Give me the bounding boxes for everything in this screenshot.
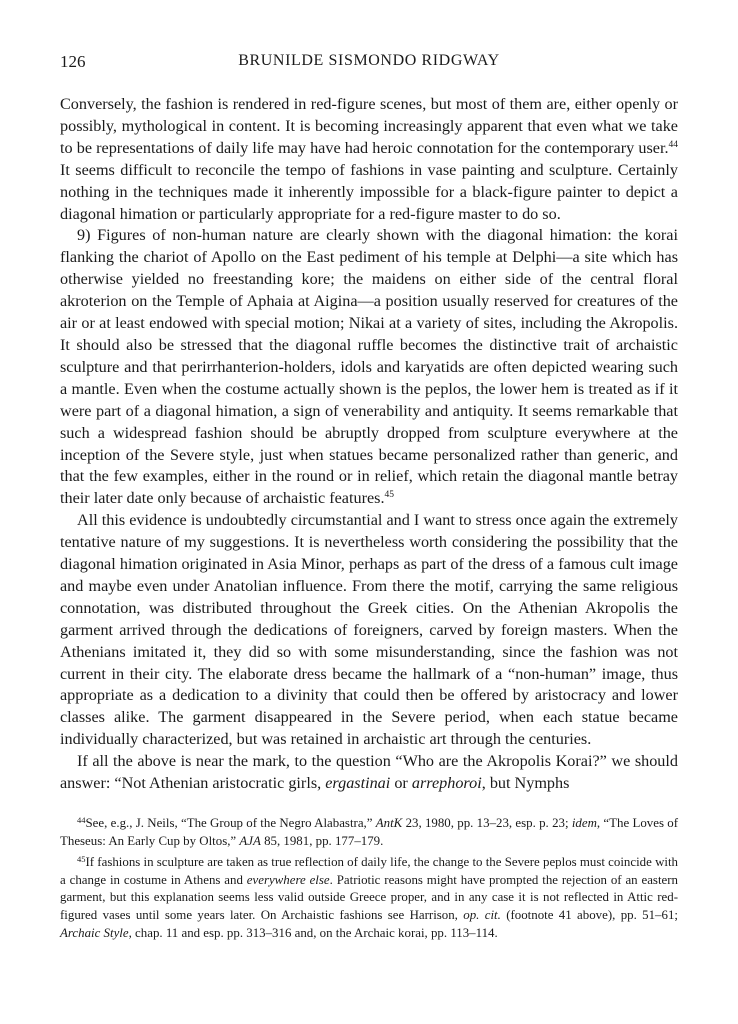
paragraph-1-text-a: Conversely, the fashion is rendered in red-figure scenes, but most of them are, either openly or possibly, mythological in content. It is becoming increasingly apparent that even what we take to be representations of daily life may have had heroic connotation for the contemporary user. [60,95,678,157]
paragraph-1 [60,94,678,225]
body-text [60,94,678,795]
footnote-45-text-a: If fashions in sculpture are taken as true reflection of daily life, the change to the Severe peplos must coincide with a change in costume in Athens and [60,855,678,887]
footnote-44-mark: 44 [77,815,86,825]
footnote-45-text-b: . Patriotic reasons might have prompted the rejection of an eastern garment, but this explanation seems less valid outside Greece proper, and in any case it is not reflected in Attic red-figured vases until some years later. On Archaistic fashions see Harrison, [60,872,678,922]
running-head: BRUNILDE SISMONDO RIDGWAY [238,52,500,69]
paragraph-4 [60,751,678,795]
footnote-45-everywhere-else: everywhere else [246,872,330,887]
page-header [60,52,678,76]
footnote-45 [60,854,678,942]
paragraph-4-text-a: If all the above is near the mark, to the question “Who are the Akropolis Korai?” we should answer: “Not Athenian aristocratic girls, [60,752,678,793]
footnote-45-mark: 45 [77,854,86,865]
paragraph-4-text-c: , but Nymphs [481,774,570,793]
footnote-44-text-a: See, e.g., J. Neils, “The Group of the Negro Alabastra,” [85,816,376,830]
footnote-ref-45[interactable]: 45 [384,490,394,501]
footnote-44-journal-aja: AJA [239,833,261,848]
book-page [60,52,678,946]
footnote-44-journal-antk: AntK [375,816,403,830]
paragraph-3-text: All this evidence is undoubtedly circumstantial and I want to stress once again the extremely tentative nature of my suggestions. It is nevertheless worth considering the possibility that the diagonal himation originated in Asia Minor, perhaps as part of the dress of a famous cult image and maybe even under Anatolian influence. From there the motif, carrying the same religious connotation, was distributed throughout the Greek cities. On the Athenian Akropolis the garment arrived through the dedications of foreigners, carved by foreign masters. When the Athenians imitated it, they did so with some misunderstanding, since the fashion was not current in their city. The elaborate dress became the hallmark of a “non-human” image, thus appropriate as a dedication to a divinity that could then be offered by aristocracy and lower classes alike. The garment disappeared in the Severe period, when each statue became individually characterized, but was retained in archaistic art through the centuries. [60,511,678,749]
paragraph-4-text-b: or [390,774,412,793]
footnote-44-text-d: 85, 1981, pp. 177–179. [260,833,384,848]
footnote-44-text-b: 23, 1980, pp. 13–23, esp. p. 23; [402,816,572,830]
footnote-44-idem: idem [571,816,597,830]
term-arrephoroi: arrephoroi [411,774,482,793]
paragraph-2 [60,225,678,510]
footnote-45-archaic-style: Archaic Style [60,925,129,940]
paragraph-3 [60,510,678,751]
footnote-45-op-cit: op. cit. [463,907,501,922]
footnote-44-text-c: , “The Loves of Theseus: An Early Cup by Oltos,” [60,816,679,848]
paragraph-2-text: 9) Figures of non-human nature are clearly shown with the diagonal himation: the korai flanking the chariot of Apollo on the East pediment of his temple at Delphi—a site which has otherwise yielded no freestanding kore; the maidens on either side of the central floral akroterion on the Temple of Aphaia at Aigina—a position usually reserved for creatures of the air or at least endowed with special motion; Nikai at a variety of sites, including the Akropolis. It should also be stressed that the diagonal ruffle becomes the distinctive trait of archaistic sculpture and that perirrhanterion-holders, idols and karyatids are often depicted wearing such a mantle. Even when the costume actually shown is the peplos, the lower hem is treated as if it were part of a diagonal himation, a sign of venerability and antiquity. It seems remarkable that such a widespread fashion should be abruptly dropped from sculpture everywhere at the inception of the Severe style, just when statues became personalized rather than generic, and that the few examples, either in the round or in relief, which retain the diagonal mantle betray their later date only because of archaistic features. [60,226,678,508]
term-ergastinai: ergastinai [325,774,391,793]
page-number: 126 [60,52,86,71]
paragraph-1-text-b: It seems difficult to reconcile the tempo of fashions in vase painting and sculpture. Certainly nothing in the techniques made it inherently impossible for a black-figure painter to depict a diagonal himation or particularly appropriate for a red-figure master to do so. [60,160,678,223]
footnote-ref-44[interactable]: 44 [668,139,678,150]
footnote-45-text-d: , chap. 11 and esp. pp. 313–316 and, on the Archaic korai, pp. 113–114. [128,925,498,940]
footnotes [60,815,678,942]
footnote-45-text-c: (footnote 41 above), pp. 51–61; [500,907,678,922]
footnote-44 [60,815,678,850]
